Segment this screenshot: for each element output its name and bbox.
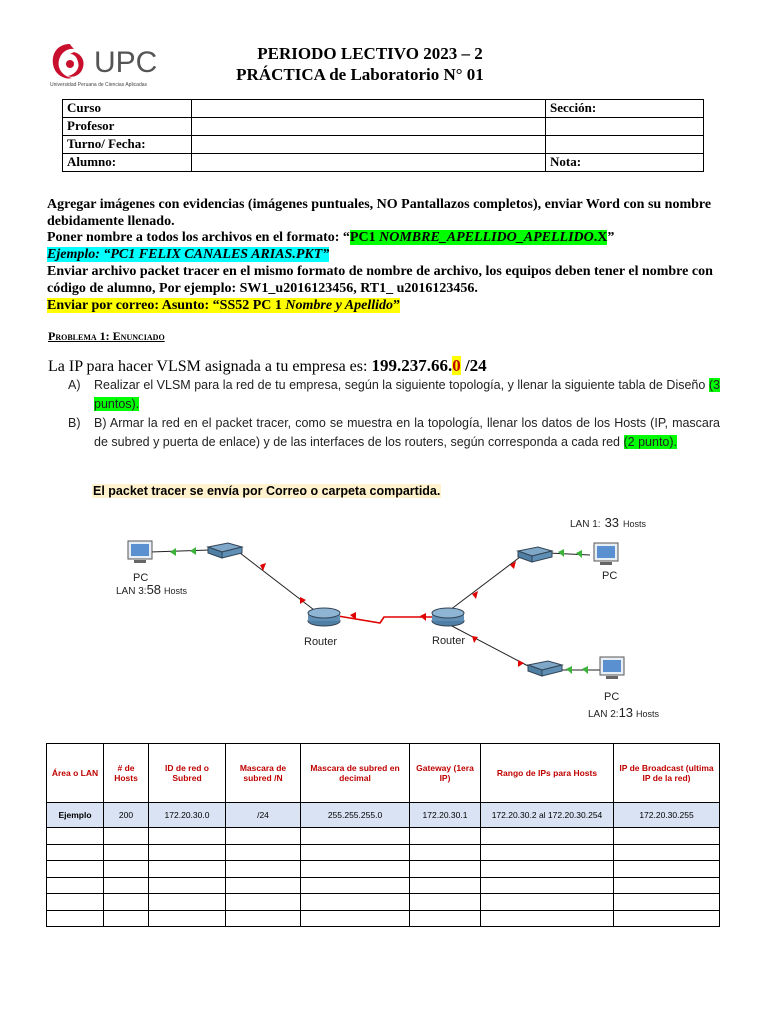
table-row[interactable] [47,894,720,911]
course-label: Curso [63,100,192,118]
student-field[interactable] [192,154,546,172]
link-light-icon [170,548,176,556]
network-topology-diagram [100,505,680,725]
ip-statement [48,356,487,376]
lan2-name: LAN 2: [588,709,619,720]
lan1-hosts: 33 [604,515,620,530]
practice-title: PRÁCTICA de Laboratorio N° 01 [236,65,484,84]
filename-suffix: ” [607,230,615,245]
link-light-icon [518,660,524,667]
pc-lan3-label: PC [133,572,149,584]
logo-text: UPC [94,46,158,79]
header-mask-n: Mascara de subred /N [226,744,301,803]
ip-prefix: La IP para hacer VLSM asignada a tu empresa es: [48,358,372,375]
section-field[interactable] [546,118,704,136]
student-info-table [62,99,704,172]
ip-mask: /24 [460,356,487,375]
ip-last-octet: 0 [452,356,461,375]
link-switch1-pc1 [548,553,590,555]
link-light-icon [558,549,564,557]
header-area: Área o LAN [47,744,104,803]
link-light-icon [260,563,266,571]
filename-code: PC1 [349,230,380,245]
lan1-hosts-word: Hosts [623,519,647,529]
header-network-id: ID de red o Subred [149,744,226,803]
link-pc3-switch3 [150,550,210,552]
header-gateway: Gateway (1era IP) [410,744,481,803]
link-light-icon [190,547,196,555]
vlsm-design-table [46,743,720,927]
switch-lan1-icon[interactable] [518,547,552,562]
lan1-name: LAN 1: [570,519,601,530]
example-host-range: 172.20.30.2 al 172.20.30.254 [481,803,614,828]
lan1-label [570,515,647,530]
filename-ext: .X [593,230,608,245]
professor-field[interactable] [192,118,546,136]
filename-prefix: Poner nombre a todos los archivos en el formato: “ [47,230,350,245]
item-b-points: (2 punto). [623,435,678,449]
lan2-hosts: 13 [618,705,634,720]
router-1-icon[interactable] [308,608,340,626]
lan3-hosts: 58 [146,582,162,597]
section-label[interactable]: Sección: [546,100,704,118]
item-a [68,376,720,414]
pc-lan2-label: PC [604,691,620,703]
pc-lan2-icon[interactable] [600,657,624,679]
example-mask-decimal: 255.255.255.0 [301,803,410,828]
item-a-label: A) [68,378,81,392]
logo-subtitle: Universidad Peruana de Ciencias Aplicadas [50,82,148,88]
instruction-example [47,247,727,264]
lan2-hosts-word: Hosts [636,709,660,719]
example-mask-n: /24 [226,803,301,828]
shift-date-label: Turno/ Fecha: [63,136,192,154]
table-row[interactable] [47,844,720,861]
table-row[interactable] [47,910,720,927]
filename-format [350,230,607,245]
filename-italic: NOMBRE_APELLIDO_APELLIDO [379,230,594,245]
table-row-example [47,803,720,828]
header-host-range: Rango de IPs para Hosts [481,744,614,803]
item-b-text: B) Armar la red en el packet tracer, como se muestra en la topología, llenar los datos de los Hosts (IP, mascara de subred y puerta de enlace) y de las interfaces de los routers, según corresponda a cada red [94,416,720,449]
lan3-hosts-word: Hosts [164,586,188,596]
example-broadcast: 172.20.30.255 [614,803,720,828]
example-hosts: 200 [104,803,149,828]
header-mask-decimal: Mascara de subred en decimal [301,744,410,803]
instruction-filename [47,230,727,247]
switch-lan3-icon[interactable] [208,543,242,558]
professor-label: Profesor [63,118,192,136]
instruction-email [47,298,727,315]
pc-lan1-icon[interactable] [594,543,618,565]
course-field[interactable] [192,100,546,118]
example-highlight: Ejemplo: “PC1 FELIX CANALES ARIAS.PKT” [47,247,330,262]
switch-lan2-icon[interactable] [528,661,562,676]
item-b [68,414,720,452]
table-row[interactable] [47,828,720,845]
email-highlight [47,298,400,313]
table-row[interactable] [47,861,720,878]
router-2-icon[interactable] [432,608,464,626]
example-area: Ejemplo [47,803,104,828]
problem-heading: Problema 1: Enunciado [48,329,165,343]
instruction-evidence: Agregar imágenes con evidencias (imágenes puntuales, NO Pantallazos completos), enviar Word con su nombre debidamente llenado. [47,197,712,229]
email-prefix: Enviar por correo: Asunto: “SS52 PC 1 [47,298,286,313]
shift-date-field[interactable] [192,136,546,154]
router-2-label: Router [432,635,466,647]
header-hosts: # de Hosts [104,744,149,803]
period-title: PERIODO LECTIVO 2023 – 2 [257,44,483,63]
student-label: Alumno: [63,154,192,172]
delivery-note: El packet tracer se envía por Correo o carpeta compartida. [93,484,441,498]
upc-emblem-icon [48,40,92,82]
example-network-id: 172.20.30.0 [149,803,226,828]
ip-main: 199.237.66. [371,356,453,375]
header-broadcast: IP de Broadcast (ultima IP de la red) [614,744,720,803]
lan3-name: LAN 3: [116,586,147,597]
router-1-label: Router [304,636,338,648]
table-row[interactable] [47,877,720,894]
item-b-label: B) [68,416,81,430]
upc-logo [48,40,168,90]
instruction-packet-tracer: Enviar archivo packet tracer en el mismo formato de nombre de archivo, los equipos deben tener el nombre con código de alumno, Por ejemplo: SW1_u2016123456, RT1_ u2016123456. [47,264,713,296]
lan2-label [588,705,660,720]
grade-label[interactable]: Nota: [546,154,704,172]
item-a-text: Realizar el VLSM para la red de tu empresa, según la siguiente topología, y llenar la siguiente tabla de Diseño [94,378,709,392]
email-suffix: ” [392,298,400,313]
link-switch3-router1 [240,553,318,613]
pc-lan3-icon[interactable] [128,541,152,563]
example-gateway: 172.20.30.1 [410,803,481,828]
pc-lan1-label: PC [602,570,618,582]
link-router2-switch1 [450,557,520,610]
item-a-points: (3 puntos). [94,378,720,411]
section-field-2[interactable] [546,136,704,154]
lan3-label [116,582,188,597]
email-italic: Nombre y Apellido [285,298,393,313]
